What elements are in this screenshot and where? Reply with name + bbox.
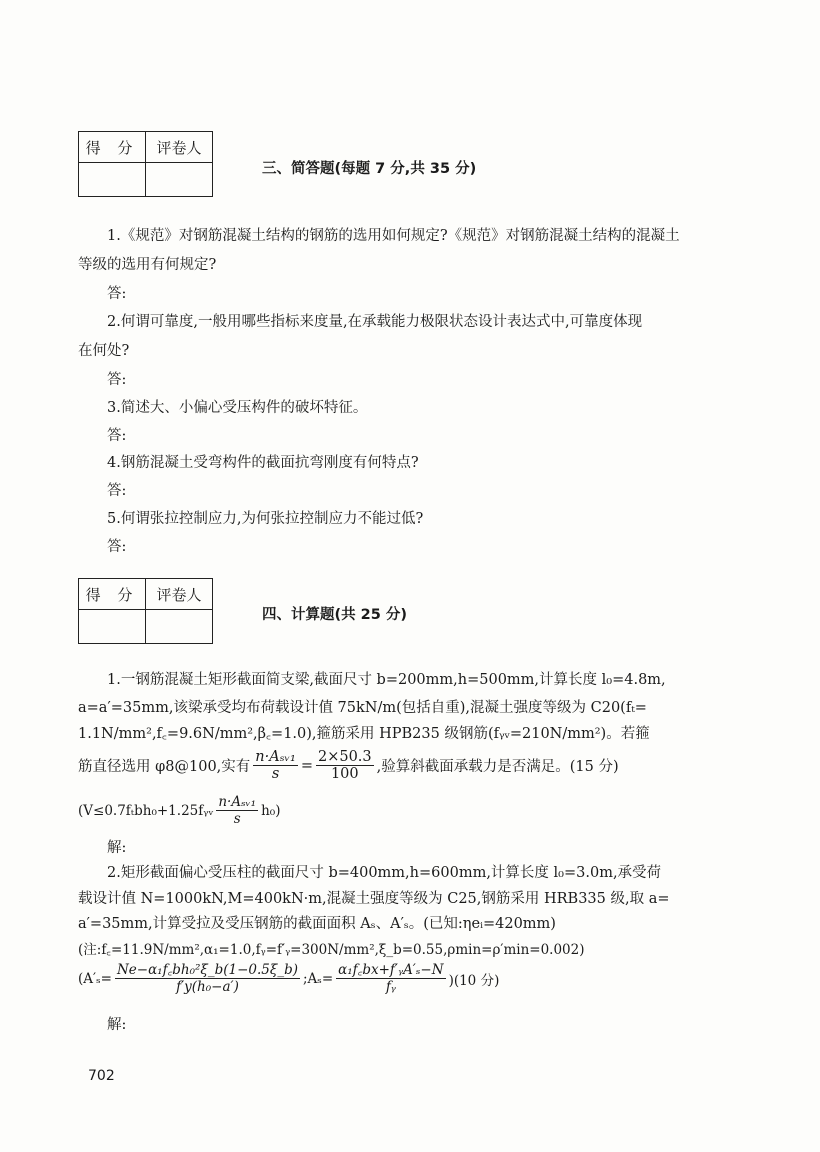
q1-frac1-denominator: s [271, 766, 280, 782]
q1-frac2-denominator: 100 [330, 766, 359, 782]
answer-label: 答: [107, 428, 127, 444]
q2-line: 载设计值 N=1000kN,M=400kN·m,混凝土强度等级为 C25,钢筋采用 HRB335 级,取 a= [78, 891, 670, 907]
q1-formula [78, 794, 280, 827]
grader-cell[interactable] [146, 610, 213, 644]
answer-label: 答: [107, 539, 127, 555]
q2-line: (注:f꜀=11.9N/mm²,α₁=1.0,fᵧ=f′ᵧ=300N/mm²,ξ_b=0.55,ρmin=ρ′min=0.002) [78, 942, 585, 958]
q1-frac2-numerator: 2×50.3 [317, 749, 372, 765]
q1-solution-label: 解: [107, 840, 127, 856]
score-cell[interactable] [79, 163, 146, 197]
section3-title: 三、简答题(每题 7 分,共 35 分) [262, 161, 477, 177]
q1-line: 1.一钢筋混凝土矩形截面简支梁,截面尺寸 b=200mm,h=500mm,计算长度 l₀=4.8m, [107, 672, 666, 688]
answer-label: 答: [107, 483, 127, 499]
q2-fraction-1 [115, 962, 300, 995]
s3-line: 4.钢筋混凝土受弯构件的截面抗弯刚度有何特点? [107, 455, 419, 471]
q1-frac1-numerator: n·Aₛᵥ₁ [255, 749, 296, 765]
q1-line: a=a′=35mm,该梁承受均布荷载设计值 75kN/m(包括自重),混凝土强度等级为 C20(fₜ= [78, 700, 647, 716]
q2-formula-text-mid: ;Aₛ= [302, 970, 334, 987]
q1-line4-text-a: 筋直径选用 φ8@100,实有 [78, 759, 251, 775]
q2-formula-text-b: )(10 分) [448, 972, 500, 989]
answer-label: 答: [107, 372, 127, 388]
q1-line: 1.1N/mm²,f꜀=9.6N/mm²,β꜀=1.0),箍筋采用 HPB235 级钢筋(fᵧᵥ=210N/mm²)。若箍 [78, 726, 650, 742]
page-number: 702 [88, 1068, 115, 1084]
q1-formula-numerator: n·Aₛᵥ₁ [218, 794, 257, 810]
q2-line: 2.矩形截面偏心受压柱的截面尺寸 b=400mm,h=600mm,计算长度 l₀=3.0m,承受荷 [107, 865, 662, 881]
q1-equals: = [300, 757, 313, 774]
q2-frac2-numerator: α₁f꜀bx+f′ᵧA′ₛ−N [338, 962, 444, 978]
q2-formula-text-a: (A′ₛ= [78, 970, 112, 987]
score-table-section4 [78, 578, 213, 644]
section4-title: 四、计算题(共 25 分) [262, 607, 408, 623]
q1-formula-fraction [216, 794, 258, 827]
score-label: 得 分 [79, 579, 146, 610]
q1-line4-text-b: ,验算斜截面承载力是否满足。(15 分) [376, 759, 619, 775]
score-label: 得 分 [79, 132, 146, 163]
q2-fraction-2 [336, 962, 445, 995]
grader-label: 评卷人 [146, 132, 213, 163]
s3-line: 3.简述大、小偏心受压构件的破坏特征。 [107, 400, 368, 416]
answer-label: 答: [107, 286, 127, 302]
q1-fraction-1 [253, 749, 298, 782]
q2-formula [78, 962, 499, 995]
score-table-section3 [78, 131, 213, 197]
s3-line: 在何处? [78, 343, 130, 359]
s3-line: 2.何谓可靠度,一般用哪些指标来度量,在承载能力极限状态设计表达式中,可靠度体现 [107, 314, 643, 330]
q2-line: a′=35mm,计算受拉及受压钢筋的截面面积 Aₛ、A′ₛ。(已知:ηeᵢ=420mm) [78, 916, 556, 932]
q2-frac2-denominator: fᵧ [385, 979, 396, 995]
q2-frac1-denominator: f′y(h₀−a′) [176, 979, 239, 995]
s3-line: 5.何谓张拉控制应力,为何张拉控制应力不能过低? [107, 511, 424, 527]
q1-fraction-2 [316, 749, 374, 782]
q2-solution-label: 解: [107, 1017, 127, 1033]
q2-frac1-numerator: Ne−α₁f꜀bh₀²ξ_b(1−0.5ξ_b) [116, 962, 298, 978]
grader-label: 评卷人 [146, 579, 213, 610]
score-cell[interactable] [79, 610, 146, 644]
q1-formula-text-b: h₀) [261, 802, 281, 819]
s3-line: 1.《规范》对钢筋混凝土结构的钢筋的选用如何规定?《规范》对钢筋混凝土结构的混凝土 [107, 228, 680, 244]
q1-line-4 [78, 749, 619, 782]
q1-formula-text-a: (V≤0.7fₜbh₀+1.25fᵧᵥ [78, 802, 214, 819]
s3-line: 等级的选用有何规定? [78, 257, 217, 273]
q1-formula-denominator: s [233, 811, 241, 827]
grader-cell[interactable] [146, 163, 213, 197]
